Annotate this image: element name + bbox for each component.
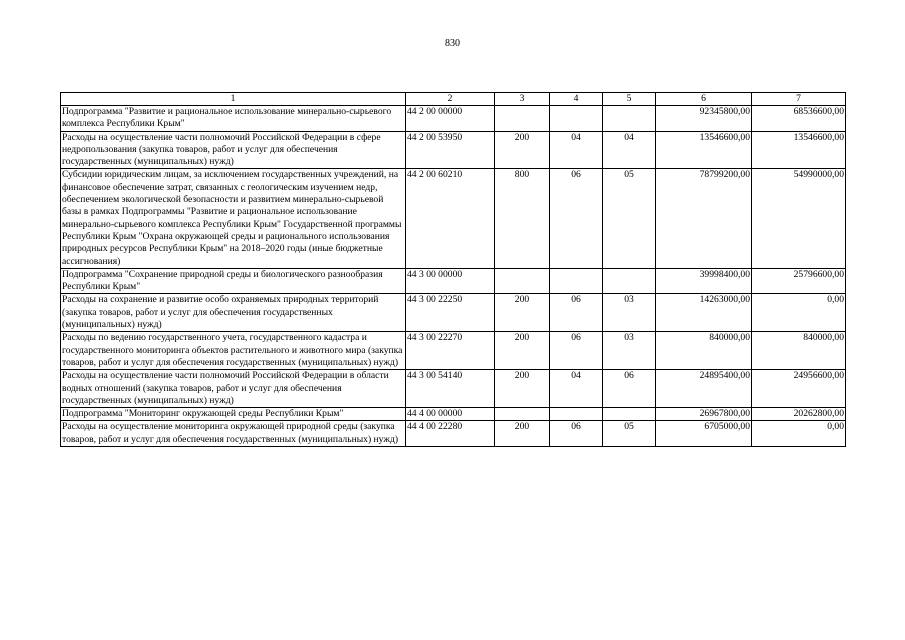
row-c3: 200 <box>495 294 550 332</box>
row-amount-7: 0,00 <box>752 294 846 332</box>
row-amount-7: 20262800,00 <box>752 408 846 421</box>
row-code: 44 3 00 00000 <box>406 268 495 294</box>
row-name: Субсидии юридическим лицам, за исключением государственных учреждений, на финансовое обеспечение затрат, связанных с геологическим изучением недр, обеспечением экологической безопасности и развитием минерально-сырьевой базы в рамках Подпрограммы "Развитие и рациональное использование минерально-сырьевого комплекса Республики Крым" Государственной программы Республики Крым "Охрана окружающей среды и рационального использования природных ресурсов Республики Крым" на 2018–2020 годы (иные бюджетные ассигнования) <box>61 169 406 268</box>
column-header: 6 <box>656 93 752 106</box>
table-row <box>61 131 846 169</box>
column-header: 3 <box>495 93 550 106</box>
column-header: 7 <box>752 93 846 106</box>
table-row <box>61 332 846 370</box>
row-name: Расходы на осуществление части полномочий Российской Федерации в области водных отношений (закупка товаров, работ и услуг для обеспечения государственных (муниципальных) нужд) <box>61 370 406 408</box>
row-amount-6: 840000,00 <box>656 332 752 370</box>
row-amount-7: 68536600,00 <box>752 106 846 132</box>
row-code: 44 2 00 53950 <box>406 131 495 169</box>
row-name: Расходы на осуществление мониторинга окружающей природной среды (закупка товаров, работ и услуг для обеспечения государственных (муниципальных) нужд) <box>61 421 406 447</box>
row-name: Расходы на осуществление части полномочий Российской Федерации в сфере недропользования (закупка товаров, работ и услуг для обеспечения государственных (муниципальных) нужд) <box>61 131 406 169</box>
column-header: 1 <box>61 93 406 106</box>
row-c4: 04 <box>550 370 603 408</box>
table-row <box>61 294 846 332</box>
row-c4: 06 <box>550 294 603 332</box>
row-c3: 200 <box>495 421 550 447</box>
row-amount-6: 92345800,00 <box>656 106 752 132</box>
row-c5: 05 <box>603 169 656 268</box>
row-c5 <box>603 106 656 132</box>
table-row <box>61 106 846 132</box>
row-amount-7: 0,00 <box>752 421 846 447</box>
row-name: Расходы по ведению государственного учета, государственного кадастра и государственного мониторинга объектов растительного и животного мира (закупка товаров, работ и услуг для обеспечения государственных (муниципальных) нужд) <box>61 332 406 370</box>
table-row <box>61 370 846 408</box>
row-c5: 05 <box>603 421 656 447</box>
row-amount-6: 6705000,00 <box>656 421 752 447</box>
row-c4: 06 <box>550 332 603 370</box>
row-c4 <box>550 268 603 294</box>
row-amount-7: 54990000,00 <box>752 169 846 268</box>
row-amount-6: 14263000,00 <box>656 294 752 332</box>
row-c5: 03 <box>603 294 656 332</box>
table-row <box>61 169 846 268</box>
row-c4: 06 <box>550 169 603 268</box>
table-header-row <box>61 93 846 106</box>
page-number: 830 <box>445 38 460 49</box>
table-row <box>61 421 846 447</box>
row-name: Расходы на сохранение и развитие особо охраняемых природных территорий (закупка товаров, работ и услуг для обеспечения государственных (муниципальных) нужд) <box>61 294 406 332</box>
row-code: 44 4 00 22280 <box>406 421 495 447</box>
row-c5 <box>603 268 656 294</box>
row-name: Подпрограмма "Мониторинг окружающей среды Республики Крым" <box>61 408 406 421</box>
row-amount-6: 78799200,00 <box>656 169 752 268</box>
row-c5: 03 <box>603 332 656 370</box>
column-header: 4 <box>550 93 603 106</box>
row-code: 44 4 00 00000 <box>406 408 495 421</box>
row-amount-7: 13546600,00 <box>752 131 846 169</box>
table-row <box>61 408 846 421</box>
row-c5 <box>603 408 656 421</box>
row-amount-7: 24956600,00 <box>752 370 846 408</box>
row-c3 <box>495 268 550 294</box>
row-c3 <box>495 106 550 132</box>
row-amount-7: 840000,00 <box>752 332 846 370</box>
row-amount-6: 24895400,00 <box>656 370 752 408</box>
row-c4: 06 <box>550 421 603 447</box>
row-code: 44 2 00 60210 <box>406 169 495 268</box>
row-code: 44 3 00 54140 <box>406 370 495 408</box>
row-c3: 200 <box>495 370 550 408</box>
row-amount-7: 25796600,00 <box>752 268 846 294</box>
row-c3: 200 <box>495 131 550 169</box>
row-c5: 06 <box>603 370 656 408</box>
row-c5: 04 <box>603 131 656 169</box>
row-c4 <box>550 408 603 421</box>
column-header: 2 <box>406 93 495 106</box>
row-c3: 200 <box>495 332 550 370</box>
row-code: 44 3 00 22250 <box>406 294 495 332</box>
row-c4: 04 <box>550 131 603 169</box>
row-code: 44 2 00 00000 <box>406 106 495 132</box>
table-row <box>61 268 846 294</box>
column-header: 5 <box>603 93 656 106</box>
row-c4 <box>550 106 603 132</box>
row-amount-6: 26967800,00 <box>656 408 752 421</box>
row-amount-6: 39998400,00 <box>656 268 752 294</box>
row-name: Подпрограмма "Развитие и рациональное использование минерально-сырьевого комплекса Республики Крым" <box>61 106 406 132</box>
row-code: 44 3 00 22270 <box>406 332 495 370</box>
budget-table <box>60 92 846 447</box>
row-c3: 800 <box>495 169 550 268</box>
row-c3 <box>495 408 550 421</box>
row-amount-6: 13546600,00 <box>656 131 752 169</box>
row-name: Подпрограмма "Сохранение природной среды и биологического разнообразия Республики Крым" <box>61 268 406 294</box>
